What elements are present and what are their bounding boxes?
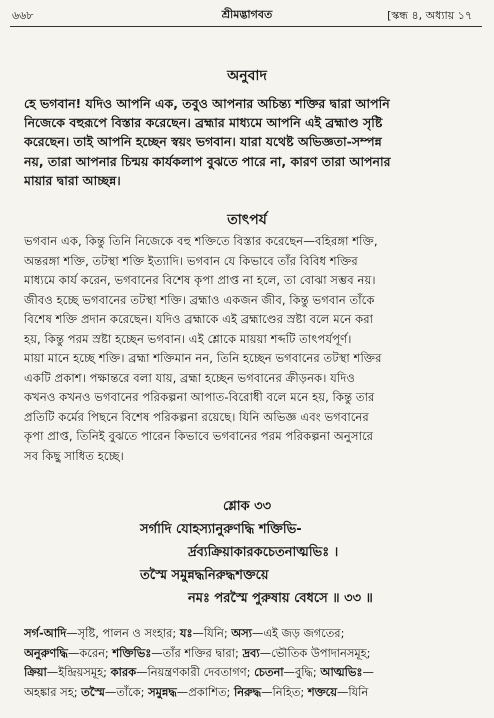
purport-line: কৃপা প্রাপ্ত, তিনিই বুঝতে পারেন কিভাবে ভগবানের পরম পরিকল্পনা অনুসারে xyxy=(24,429,374,443)
purport-line: অন্তরঙ্গা শক্তি, তটস্থা শক্তি ইত্যাদি। ভগবান যে কিভাবে তাঁর বিবিধ শক্তির xyxy=(24,253,358,268)
verse-line: সর্গাদি যোহস্যানুরুণদ্ধি শক্তিভি- xyxy=(140,522,302,537)
purport-line: জীবও হচ্ছে ভগবানের তটস্থা শক্তি। ব্রহ্মাও একজন জীব, কিন্তু ভগবান তাঁকে xyxy=(24,292,375,307)
translation-line: হে ভগবান! যদিও আপনি এক, তবুও আপনার অচিন্ত্য শক্তির দ্বারা আপনি xyxy=(24,96,390,111)
purport-line: ভগবান এক, কিন্তু তিনি নিজেকে বহু শক্তিতে বিস্তার করেছেন—বহিরঙ্গা শক্তি, xyxy=(24,234,378,248)
purport-line: প্রতিটি কর্মের পিছনে বিশেষ পরিকল্পনা রয়েছে। যিনি অভিজ্ঞ এবং ভগবানের xyxy=(24,409,369,424)
section-reference: [স্কন্ধ ৪, অধ্যায় ১৭ xyxy=(387,9,472,22)
verse-label: শ্লোক ৩৩ xyxy=(222,499,272,514)
translation-line: নিজেকে বহুরূপে বিস্তার করেছেন। ব্রহ্মার মাধ্যমে আপনি এই ব্রহ্মাণ্ড সৃষ্টি xyxy=(24,115,383,131)
purport-line: কখনও কখনও ভগবানের পরিকল্পনা আপাত-বিরোধী বলে মনে হয়, কিন্তু তার xyxy=(24,390,375,404)
purport-line: বিশেষ শক্তি প্রদান করেছেন। যদিও ব্রহ্মাকে এই ব্রহ্মাণ্ডের স্রষ্টা বলে মনে করা xyxy=(24,312,374,326)
translation-paragraph xyxy=(24,94,474,190)
page-number: ৬৬৮ xyxy=(12,9,34,22)
synonyms-line: অনুরুণদ্ধি—করেন; শক্তিভিঃ—তাঁর শক্তির দ্বারা; দ্রব্য—ভৌতিক উপাদানসমূহ; xyxy=(24,645,371,660)
verse-line: নমঃ পরস্মৈ পুরুষায় বেধসে ॥ ৩৩ ॥ xyxy=(188,591,373,606)
verse-line: তস্মৈ সমুন্নদ্ধনিরুদ্ধশক্তয়ে xyxy=(140,568,269,583)
purport-paragraph xyxy=(24,232,474,466)
synonyms-line: সর্গ-আদি—সৃষ্টি, পালন ও সংহার; যঃ—যিনি; অস্য—এই জড় জগতের; xyxy=(24,626,345,640)
synonyms-paragraph xyxy=(24,624,474,702)
book-title: শ্রীমদ্ভাগবত xyxy=(221,8,273,21)
purport-heading: তাৎপর্য xyxy=(227,212,267,228)
purport-line: মায়া মানে হচ্ছে শক্তি। ব্রহ্মা শক্তিমান নন, তিনি হচ্ছেন ভগবানের তটস্থা শক্তির xyxy=(24,351,382,365)
verse-line: র্দ্রব্যক্রিয়াকারকচেতনাত্মভিঃ । xyxy=(188,545,339,560)
purport-line: হয়, কিন্তু পরম স্রষ্টা হচ্ছেন ভগবান। এই শ্লোকে মায়য়া শব্দটি তাৎপর্যপূর্ণ। xyxy=(24,331,352,346)
purport-line: একটি প্রকাশ। পক্ষান্তরে বলা যায়, ব্রহ্মা হচ্ছেন ভগবানের ক্রীড়নক। যদিও xyxy=(24,370,355,385)
translation-line: করেছেন। তাই আপনি হচ্ছেন স্বয়ং ভগবান। যারা যথেষ্ট অভিজ্ঞতা-সম্পন্ন xyxy=(24,134,382,150)
purport-line: সব কিছু সাধিত হচ্ছে। xyxy=(24,448,124,463)
header-rule xyxy=(10,26,482,27)
synonyms-line: ক্রিয়া—ইন্দ্রিয়সমূহ; কারক—নিয়ন্ত্রণকারী দেবতাগণ; চেতনা—বুদ্ধি; আত্মভিঃ— xyxy=(24,665,374,679)
translation-line: মায়ার দ্বারা আচ্ছন্ন। xyxy=(24,172,121,188)
running-header xyxy=(0,4,494,24)
synonyms-line: অহঙ্কার সহ; তস্মৈ—তাঁকে; সমুন্নদ্ধ—প্রকাশিত; নিরুদ্ধ—নিহিত; শক্তয়ে—যিনি xyxy=(24,684,369,699)
translation-heading: অনুবাদ xyxy=(227,68,267,84)
translation-line: নয়, তারা আপনার চিন্ময় কার্যকলাপ বুঝতে পারে না, কারণ তারা আপনার xyxy=(24,153,391,169)
purport-line: মাধ্যমে কার্য করেন, ভগবানের বিশেষ কৃপা প্রাপ্ত না হলে, তা বোঝা সম্ভব নয়। xyxy=(24,273,376,287)
